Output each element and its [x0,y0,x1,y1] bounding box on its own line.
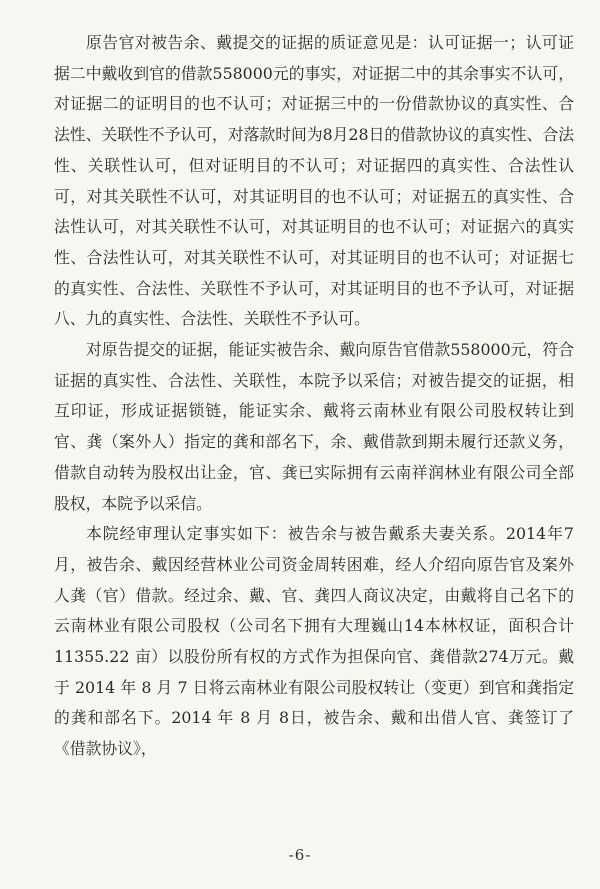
page-number: -6- [288,846,312,864]
paragraph-cross-examination-opinion: 原告官对被告余、戴提交的证据的质证意见是：认可证据一；认可证据二中戴收到官的借款558000元的事实，对证据二中的其余事实不认可，对证据二的证明目的也不认可；对证据三中的一份借款协议的真实性、合法性、关联性不予认可，对落款时间为8月28日的借款协议的真实性、合法性、关联性认可，但对证明目的不认可；对证据四的真实性、合法性认可，对其关联性不认可，对其证明目的也不认可；对证据五的真实性、合法性认可，对其关联性不认可，对其证明目的也不认可；对证据六的真实性、合法性认可，对其关联性不认可，对其证明目的也不认可；对证据七的真实性、合法性、关联性不予认可，对其证明目的也不予认可，对证据八、九的真实性、合法性、关联性不予认可。 [54,33,574,329]
paragraph-facts-found: 本院经审理认定事实如下：被告余与被告戴系夫妻关系。2014年7月，被告余、戴因经营林业公司资金周转困难，经人介绍向原告官及案外人龚（官）借款。经过余、戴、官、龚四人商议决定，由戴将自己名下的云南林业有限公司股权（公司名下拥有大理巍山14本林权证，面积合计 11355.22 亩）以股份所有权的方式作为担保向官、龚借款274万元。戴于 2014 年 8 月 7 日将云南林业有限公司股权转让（变更）到官和龚指定的龚和部名下。2014 年 8 月 8日，被告余、戴和出借人官、龚签订了《借款协议》， [54,524,574,759]
document-body [54,28,574,765]
paragraph-evidence-adoption: 对原告提交的证据，能证实被告余、戴向原告官借款558000元，符合证据的真实性、合法性、关联性，本院予以采信；对被告提交的证据，相互印证，形成证据锁链，能证实余、戴将云南林业有限公司股权转让到官、龚（案外人）指定的龚和部名下，余、戴借款到期未履行还款义务，借款自动转为股权出让金，官、龚已实际拥有云南祥润林业有限公司全部股权，本院予以采信。 [54,340,574,513]
